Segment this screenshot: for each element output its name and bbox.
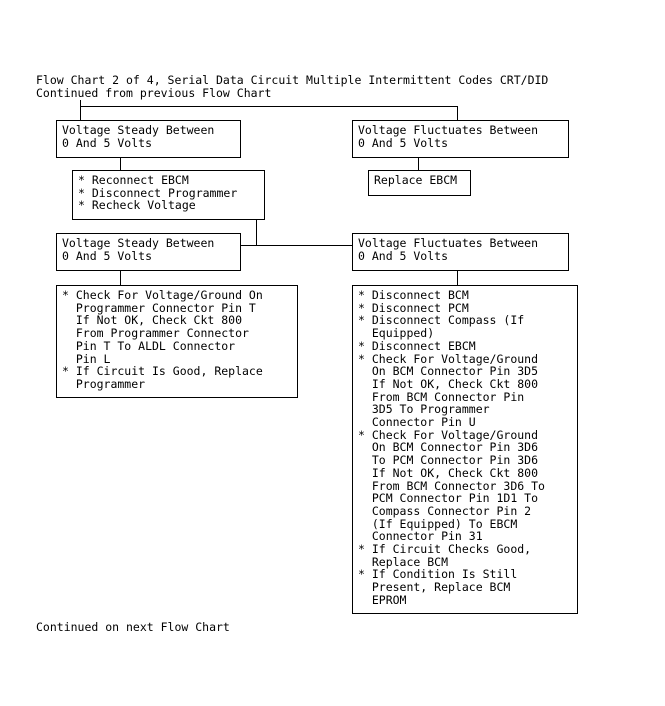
connector-fluct1-down bbox=[418, 157, 419, 170]
chart-title: Flow Chart 2 of 4, Serial Data Circuit Multiple Intermittent Codes CRT/DID bbox=[36, 73, 549, 87]
connector-reconnect-down bbox=[256, 219, 257, 246]
box-voltage-steady-2 bbox=[56, 233, 241, 271]
chart-subtitle: Continued from previous Flow Chart bbox=[36, 86, 272, 100]
box-right-actions-text: * Disconnect BCM * Disconnect PCM * Disconnect Compass (If Equipped) * Disconnect EBCM * Check For Voltage/Ground On BCM Connector Pin 3D5 If Not OK, Check Ckt 800 From BCM Connector Pin 3D5 To Programmer Connector Pin U * Check For Voltage/Ground On BCM Connector Pin 3D6 To PCM Connector Pin 3D6 If Not OK, Check Ckt 800 From BCM Connector 3D6 To PCM Connector Pin 1D1 To Compass Connector Pin 2 (If Equipped) To EBCM Connector Pin 31 * If Circuit Checks Good, Replace BCM * If Condition Is Still Present, Replace BCM EPROM bbox=[358, 288, 545, 607]
box-voltage-steady-1-text: Voltage Steady Between 0 And 5 Volts bbox=[62, 123, 215, 150]
connector-mid-horizontal bbox=[240, 245, 353, 246]
connector-top-horizontal bbox=[80, 106, 458, 107]
box-replace-ebcm bbox=[368, 170, 471, 196]
box-replace-ebcm-text: Replace EBCM bbox=[374, 173, 458, 187]
connector-fluct2-down bbox=[457, 270, 458, 285]
box-voltage-steady-1 bbox=[56, 120, 241, 158]
connector-top-right bbox=[457, 106, 458, 120]
box-reconnect-ebcm-text: * Reconnect EBCM * Disconnect Programmer * Recheck Voltage bbox=[78, 173, 238, 213]
box-left-actions-text: * Check For Voltage/Ground On Programmer Connector Pin T If Not OK, Check Ckt 800 From Programmer Connector Pin T To ALDL Connector Pin L * If Circuit Is Good, Replace Programmer bbox=[62, 288, 263, 391]
box-left-actions bbox=[56, 285, 298, 398]
chart-footer: Continued on next Flow Chart bbox=[36, 620, 230, 634]
box-voltage-fluctuates-1-text: Voltage Fluctuates Between 0 And 5 Volts bbox=[358, 123, 539, 150]
connector-steady2-down bbox=[120, 270, 121, 285]
connector-top-left bbox=[80, 100, 81, 120]
box-voltage-fluctuates-2-text: Voltage Fluctuates Between 0 And 5 Volts bbox=[358, 236, 539, 263]
box-voltage-steady-2-text: Voltage Steady Between 0 And 5 Volts bbox=[62, 236, 215, 263]
box-reconnect-ebcm bbox=[72, 170, 265, 220]
box-voltage-fluctuates-2 bbox=[352, 233, 569, 271]
box-right-actions bbox=[352, 285, 578, 614]
connector-steady1-down bbox=[120, 157, 121, 170]
box-voltage-fluctuates-1 bbox=[352, 120, 569, 158]
